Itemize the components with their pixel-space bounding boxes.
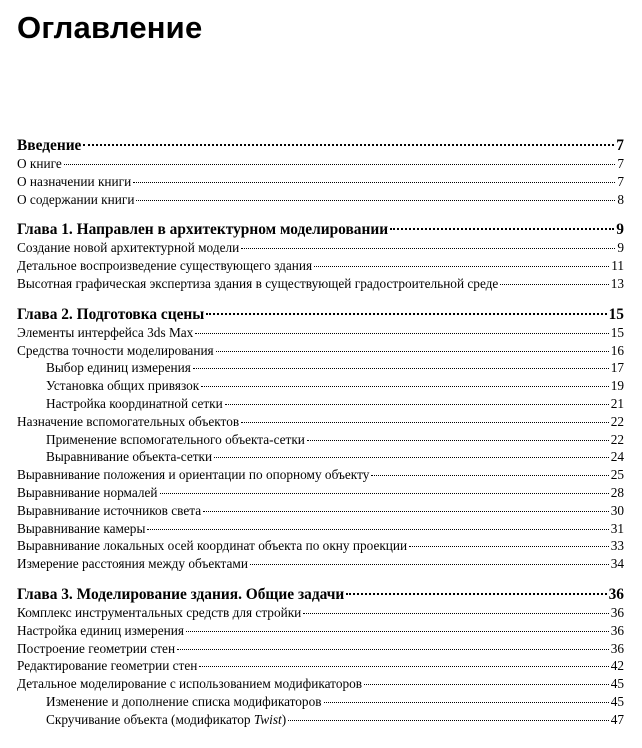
dot-leader <box>199 666 608 667</box>
toc-chapter-entry[interactable] <box>17 585 624 604</box>
toc-entry[interactable] <box>17 173 624 191</box>
entry-title <box>17 173 131 191</box>
page-number: 9 <box>616 221 624 239</box>
entry-title <box>46 448 212 466</box>
page-title: Оглавление <box>17 10 203 45</box>
entry-title <box>17 657 197 675</box>
dot-leader <box>177 649 609 650</box>
dot-leader <box>250 564 609 565</box>
entry-title <box>46 359 191 377</box>
page-number: 9 <box>617 240 624 256</box>
entry-title <box>17 155 62 173</box>
entry-text: Выравнивание положения и ориентации по опорному объекту <box>17 467 370 483</box>
toc-entry[interactable] <box>17 431 624 449</box>
dot-leader <box>241 422 609 423</box>
entry-text: О книге <box>17 156 62 171</box>
entry-title <box>17 640 175 658</box>
entry-text: Выравнивание объекта-сетки <box>46 449 213 465</box>
entry-title <box>17 555 248 573</box>
dot-leader <box>160 493 609 494</box>
entry-title <box>17 520 145 538</box>
toc-entry[interactable] <box>17 448 624 466</box>
toc-chapter-entry[interactable] <box>17 305 624 324</box>
dot-leader <box>288 720 609 721</box>
toc-entry[interactable] <box>17 342 624 360</box>
dot-leader <box>201 386 608 387</box>
entry-title <box>17 239 239 257</box>
entry-title <box>46 711 286 729</box>
entry-text-after: ) <box>281 711 287 727</box>
dot-leader <box>133 182 615 183</box>
dot-leader <box>314 266 609 267</box>
chapter-title: Глава 2. Подготовка сцены <box>17 305 205 323</box>
dot-leader <box>147 529 608 530</box>
dot-leader <box>371 475 608 476</box>
dot-leader <box>216 351 609 352</box>
entry-title <box>46 377 199 395</box>
entry-title <box>46 431 305 449</box>
dot-leader <box>136 200 615 201</box>
dot-leader <box>193 368 609 369</box>
page-number: 45 <box>610 693 624 709</box>
page-number: 19 <box>610 378 624 394</box>
entry-title <box>17 622 184 640</box>
entry-text: Элементы интерфейса 3ds Max <box>17 324 194 340</box>
toc-entry[interactable] <box>17 395 624 413</box>
page-number: 22 <box>610 413 624 429</box>
entry-text: Настройка единиц измерения <box>17 622 184 638</box>
toc-entry[interactable] <box>17 502 624 520</box>
page-number: 24 <box>610 449 624 465</box>
toc-entry[interactable] <box>17 324 624 342</box>
page-number: 8 <box>617 191 624 207</box>
entry-title <box>17 342 214 360</box>
page-number: 15 <box>608 305 624 323</box>
toc-entry[interactable] <box>17 622 624 640</box>
dot-leader <box>307 440 609 441</box>
dot-leader <box>390 228 614 230</box>
dot-leader <box>64 164 616 165</box>
page-number: 45 <box>610 676 624 692</box>
toc-entry[interactable] <box>17 377 624 395</box>
dot-leader <box>324 702 609 703</box>
toc-entry[interactable] <box>17 257 624 275</box>
page-number: 17 <box>610 360 624 376</box>
dot-leader <box>409 546 609 547</box>
entry-text: Комплекс инструментальных средств для стройки <box>17 604 302 620</box>
toc-entry[interactable] <box>17 484 624 502</box>
entry-title <box>17 537 407 555</box>
page-number: 7 <box>617 173 624 189</box>
toc-entry[interactable] <box>17 520 624 538</box>
entry-text: Установка общих привязок <box>46 378 200 394</box>
page-number: 36 <box>610 640 624 656</box>
page-number: 11 <box>611 258 624 274</box>
page-number: 36 <box>608 585 624 603</box>
entry-text: О содержании книги <box>17 191 135 207</box>
page-number: 31 <box>610 520 624 536</box>
entry-text: Детальное моделирование с использованием модификаторов <box>17 676 363 692</box>
toc-entry[interactable] <box>17 657 624 675</box>
dot-leader <box>186 631 609 632</box>
entry-text: Измерение расстояния между объектами <box>17 556 248 572</box>
entry-text: О назначении книги <box>17 173 132 189</box>
page-number: 47 <box>610 711 624 727</box>
entry-title <box>17 675 362 693</box>
entry-text: Высотная графическая экспертиза здания в существующей градостроительной среде <box>17 275 499 291</box>
table-of-contents <box>17 136 624 729</box>
entry-text: Детальное воспроизведение существующего здания <box>17 258 313 274</box>
page-number: 22 <box>610 431 624 447</box>
toc-entry[interactable] <box>17 640 624 658</box>
page-number: 7 <box>616 137 624 154</box>
entry-title <box>17 191 134 209</box>
chapter-title: Введение <box>17 137 82 154</box>
toc-entry[interactable] <box>17 711 624 729</box>
entry-text: Выравнивание источников света <box>17 502 202 518</box>
page-number: 13 <box>610 275 624 291</box>
toc-entry[interactable] <box>17 413 624 431</box>
toc-entry[interactable] <box>17 693 624 711</box>
toc-entry[interactable] <box>17 239 624 257</box>
dot-leader <box>364 684 609 685</box>
entry-text: Средства точности моделирования <box>17 342 214 358</box>
entry-text: Изменение и дополнение списка модификаторов <box>46 693 322 709</box>
toc-entry[interactable] <box>17 555 624 573</box>
toc-chapter-entry[interactable] <box>17 136 624 155</box>
dot-leader <box>346 593 606 595</box>
page-number: 33 <box>610 538 624 554</box>
chapter-title: Глава 1. Направлен в архитектурном моделировании <box>17 221 389 239</box>
page-number: 15 <box>610 324 624 340</box>
entry-text: Создание новой архитектурной модели <box>17 240 240 256</box>
entry-text: Выравнивание камеры <box>17 520 146 536</box>
entry-title <box>17 604 301 622</box>
entry-text: Применение вспомогательного объекта-сетки <box>46 431 305 447</box>
entry-text: Выбор единиц измерения <box>46 360 191 376</box>
entry-title <box>17 502 201 520</box>
toc-chapter-entry[interactable] <box>17 220 624 239</box>
dot-leader <box>241 248 615 249</box>
entry-title <box>17 257 312 275</box>
page-number: 36 <box>610 604 624 620</box>
entry-text: Назначение вспомогательных объектов <box>17 413 240 429</box>
entry-text: Выравнивание локальных осей координат объекта по окну проекции <box>17 538 408 554</box>
page-number: 36 <box>610 622 624 638</box>
dot-leader <box>203 511 609 512</box>
entry-text: Скручивание объекта (модификатор <box>46 711 254 727</box>
page-number: 42 <box>610 658 624 674</box>
page-number: 25 <box>610 467 624 483</box>
dot-leader <box>195 333 608 334</box>
dot-leader <box>225 404 609 405</box>
entry-text: Выравнивание нормалей <box>17 484 158 500</box>
entry-text: Редактирование геометрии стен <box>17 658 198 674</box>
entry-title <box>46 395 223 413</box>
toc-entry[interactable] <box>17 359 624 377</box>
toc-entry[interactable] <box>17 191 624 209</box>
entry-text: Построение геометрии стен <box>17 640 176 656</box>
entry-text: Настройка координатной сетки <box>46 395 223 411</box>
page-number: 7 <box>617 156 624 171</box>
entry-title <box>17 484 158 502</box>
toc-entry[interactable] <box>17 466 624 484</box>
page-number: 21 <box>610 395 624 411</box>
toc-entry[interactable] <box>17 155 624 173</box>
page-number: 34 <box>610 556 624 572</box>
entry-title <box>17 275 498 293</box>
page-number: 30 <box>610 502 624 518</box>
entry-title <box>17 413 239 431</box>
dot-leader <box>303 613 608 614</box>
toc-entry[interactable] <box>17 604 624 622</box>
entry-title <box>46 693 322 711</box>
dot-leader <box>83 144 614 146</box>
toc-entry[interactable] <box>17 537 624 555</box>
toc-entry[interactable] <box>17 675 624 693</box>
dot-leader <box>500 284 608 285</box>
entry-text-italic: Twist <box>253 711 282 727</box>
dot-leader <box>214 457 609 458</box>
toc-entry[interactable] <box>17 275 624 293</box>
entry-title <box>17 466 369 484</box>
page-number: 28 <box>610 484 624 500</box>
dot-leader <box>206 313 606 315</box>
chapter-title: Глава 3. Моделирование здания. Общие задачи <box>17 585 345 603</box>
page-number: 16 <box>610 342 624 358</box>
entry-title <box>17 324 193 342</box>
